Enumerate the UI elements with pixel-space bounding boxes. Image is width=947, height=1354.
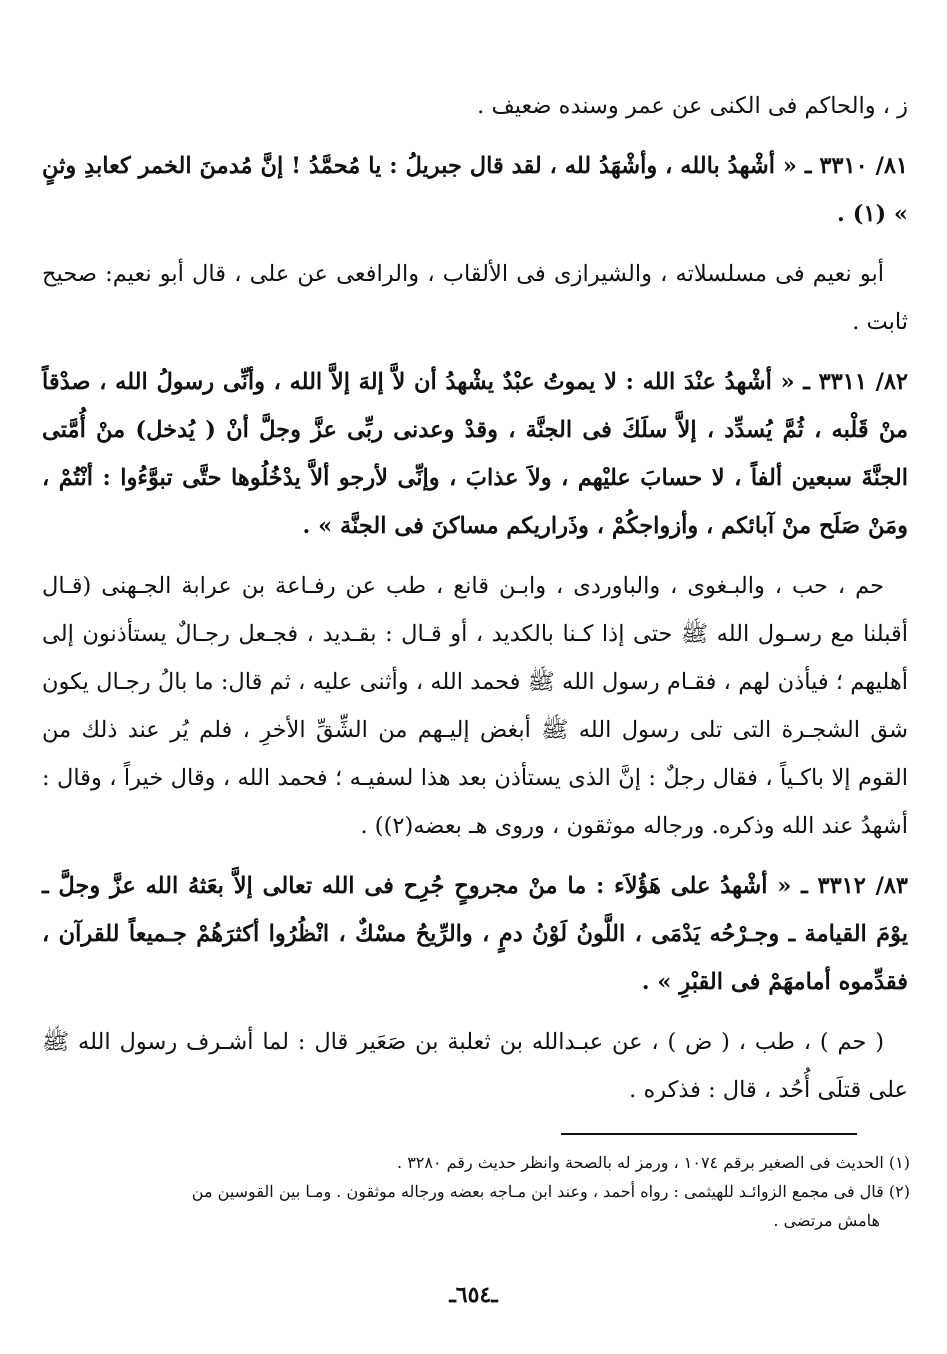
main-text bbox=[42, 82, 908, 1126]
footnote-2-continued: هامش مرتضى . bbox=[773, 1211, 880, 1230]
footnote-2: (٢) قال فى مجمع الزوائـد للهيثمى : رواه أحمد ، وعند ابن مـاجه بعضه ورجاله موثقون . ومـا بين القوسين من bbox=[191, 1182, 910, 1201]
hadith-3312-sources: ( حم ) ، طب ، ( ض ) ، عن عبـدالله بن ثعلبة بن صَعَير قال : لما أشـرف رسول الله ﷺ على قتلَى أُحُد ، قال : فذكره . bbox=[42, 1029, 908, 1103]
source-note-end: ز ، والحاكم فى الكنى عن عمر وسنده ضعيف . bbox=[477, 93, 908, 119]
footnote-1: (١) الحديث فى الصغير برقم ١٠٧٤ ، ورمز له بالصحة وانظر حديث رقم ٣٢٨٠ . bbox=[397, 1153, 910, 1172]
footnotes bbox=[70, 1148, 910, 1235]
hadith-3311-sources: حم ، حب ، والبـغوى ، والباوردى ، وابـن قانع ، طب عن رفـاعة بن عرابة الجـهنى (قـال أقبلنا مع رسـول الله ﷺ حتى إذا كـنا بالكديد ، أو قـال : بقـديد ، فجـعل رجـالٌ يستأذنون إلى أهليهم ؛ فيأذن لهم ، فقـام رسول الله ﷺ فحمد الله ، وأثنى عليه ، ثم قال: ما بالُ رجـال يكون شق الشجـرة التى تلى رسول الله ﷺ أبغض إليـهم من الشِّقِّ الأخرِ ، فلم يُر عند ذلك من القوم إلا باكـياً ، فقال رجلٌ : إنَّ الذى يستأذن بعد هذا لسفيـه ؛ فحمد الله ، وقال خيراً ، وقال : أشهدُ عند الله وذكره. ورجاله موثقون ، وروى هـ بعضه(٢)) . bbox=[42, 573, 908, 839]
hadith-3310-sources: أبو نعيم فى مسلسلاته ، والشيرازى فى الألقاب ، والرافعى عن على ، قال أبو نعيم: صحيح ثابت . bbox=[42, 261, 908, 335]
hadith-3311: ٨٢/ ٣٣١١ ـ « أشْهدُ عنْدَ الله : لا يموتُ عبْدٌ يشْهدُ أن لاَّ إلهَ إلاَّ الله ، وأنِّى رسولُ الله ، صدْقاً منْ قَلْبه ، ثُمَّ يُسدِّد ، إلاَّ سلَكَ فى الجنَّة ، وقدْ وعدنى ربِّى عزَّ وجلَّ أنْ ( يُدخل) منْ أُمَّتى الجنَّةَ سبعين ألفاً ، لا حسابَ عليْهم ، ولاَ عذابَ ، وإنِّى لأرجو ألاَّ يدْخُلُوها حتَّى تبوَّءُوا : أنْتُمْ ، ومَنْ صَلَح منْ آبائكم ، وأزواجكُمْ ، وذَراريكم مساكنَ فى الجنَّة » . bbox=[42, 369, 908, 539]
hadith-3312: ٨٣/ ٣٣١٢ ـ « أشْهدُ على هَؤُلاَء : ما منْ مجروحٍ جُرِح فى الله تعالى إلاَّ بعَثهُ الله عزَّ وجلَّ ـ يوْمَ القيامة ـ وجـرْحُه يَدْمَى ، اللَّونُ لَوْنُ دمٍ ، والرِّيحُ مسْكٌ ، انْظُرُوا أكثرَهُمْ جـميعاً للقرآن ، فقدِّموه أمامهَمْ فى القبْرِ » . bbox=[42, 873, 908, 995]
footnote-divider bbox=[561, 1133, 857, 1135]
page-number: ـ٦٥٤ـ bbox=[449, 1282, 498, 1308]
hadith-3310: ٨١/ ٣٣١٠ ـ « أشْهدُ بالله ، وأشْهَدُ لله ، لقد قال جبريلُ : يا مُحمَّدُ ! إنَّ مُدمنَ الخمر كعابدِ وثنٍ » (١) . bbox=[42, 153, 908, 227]
